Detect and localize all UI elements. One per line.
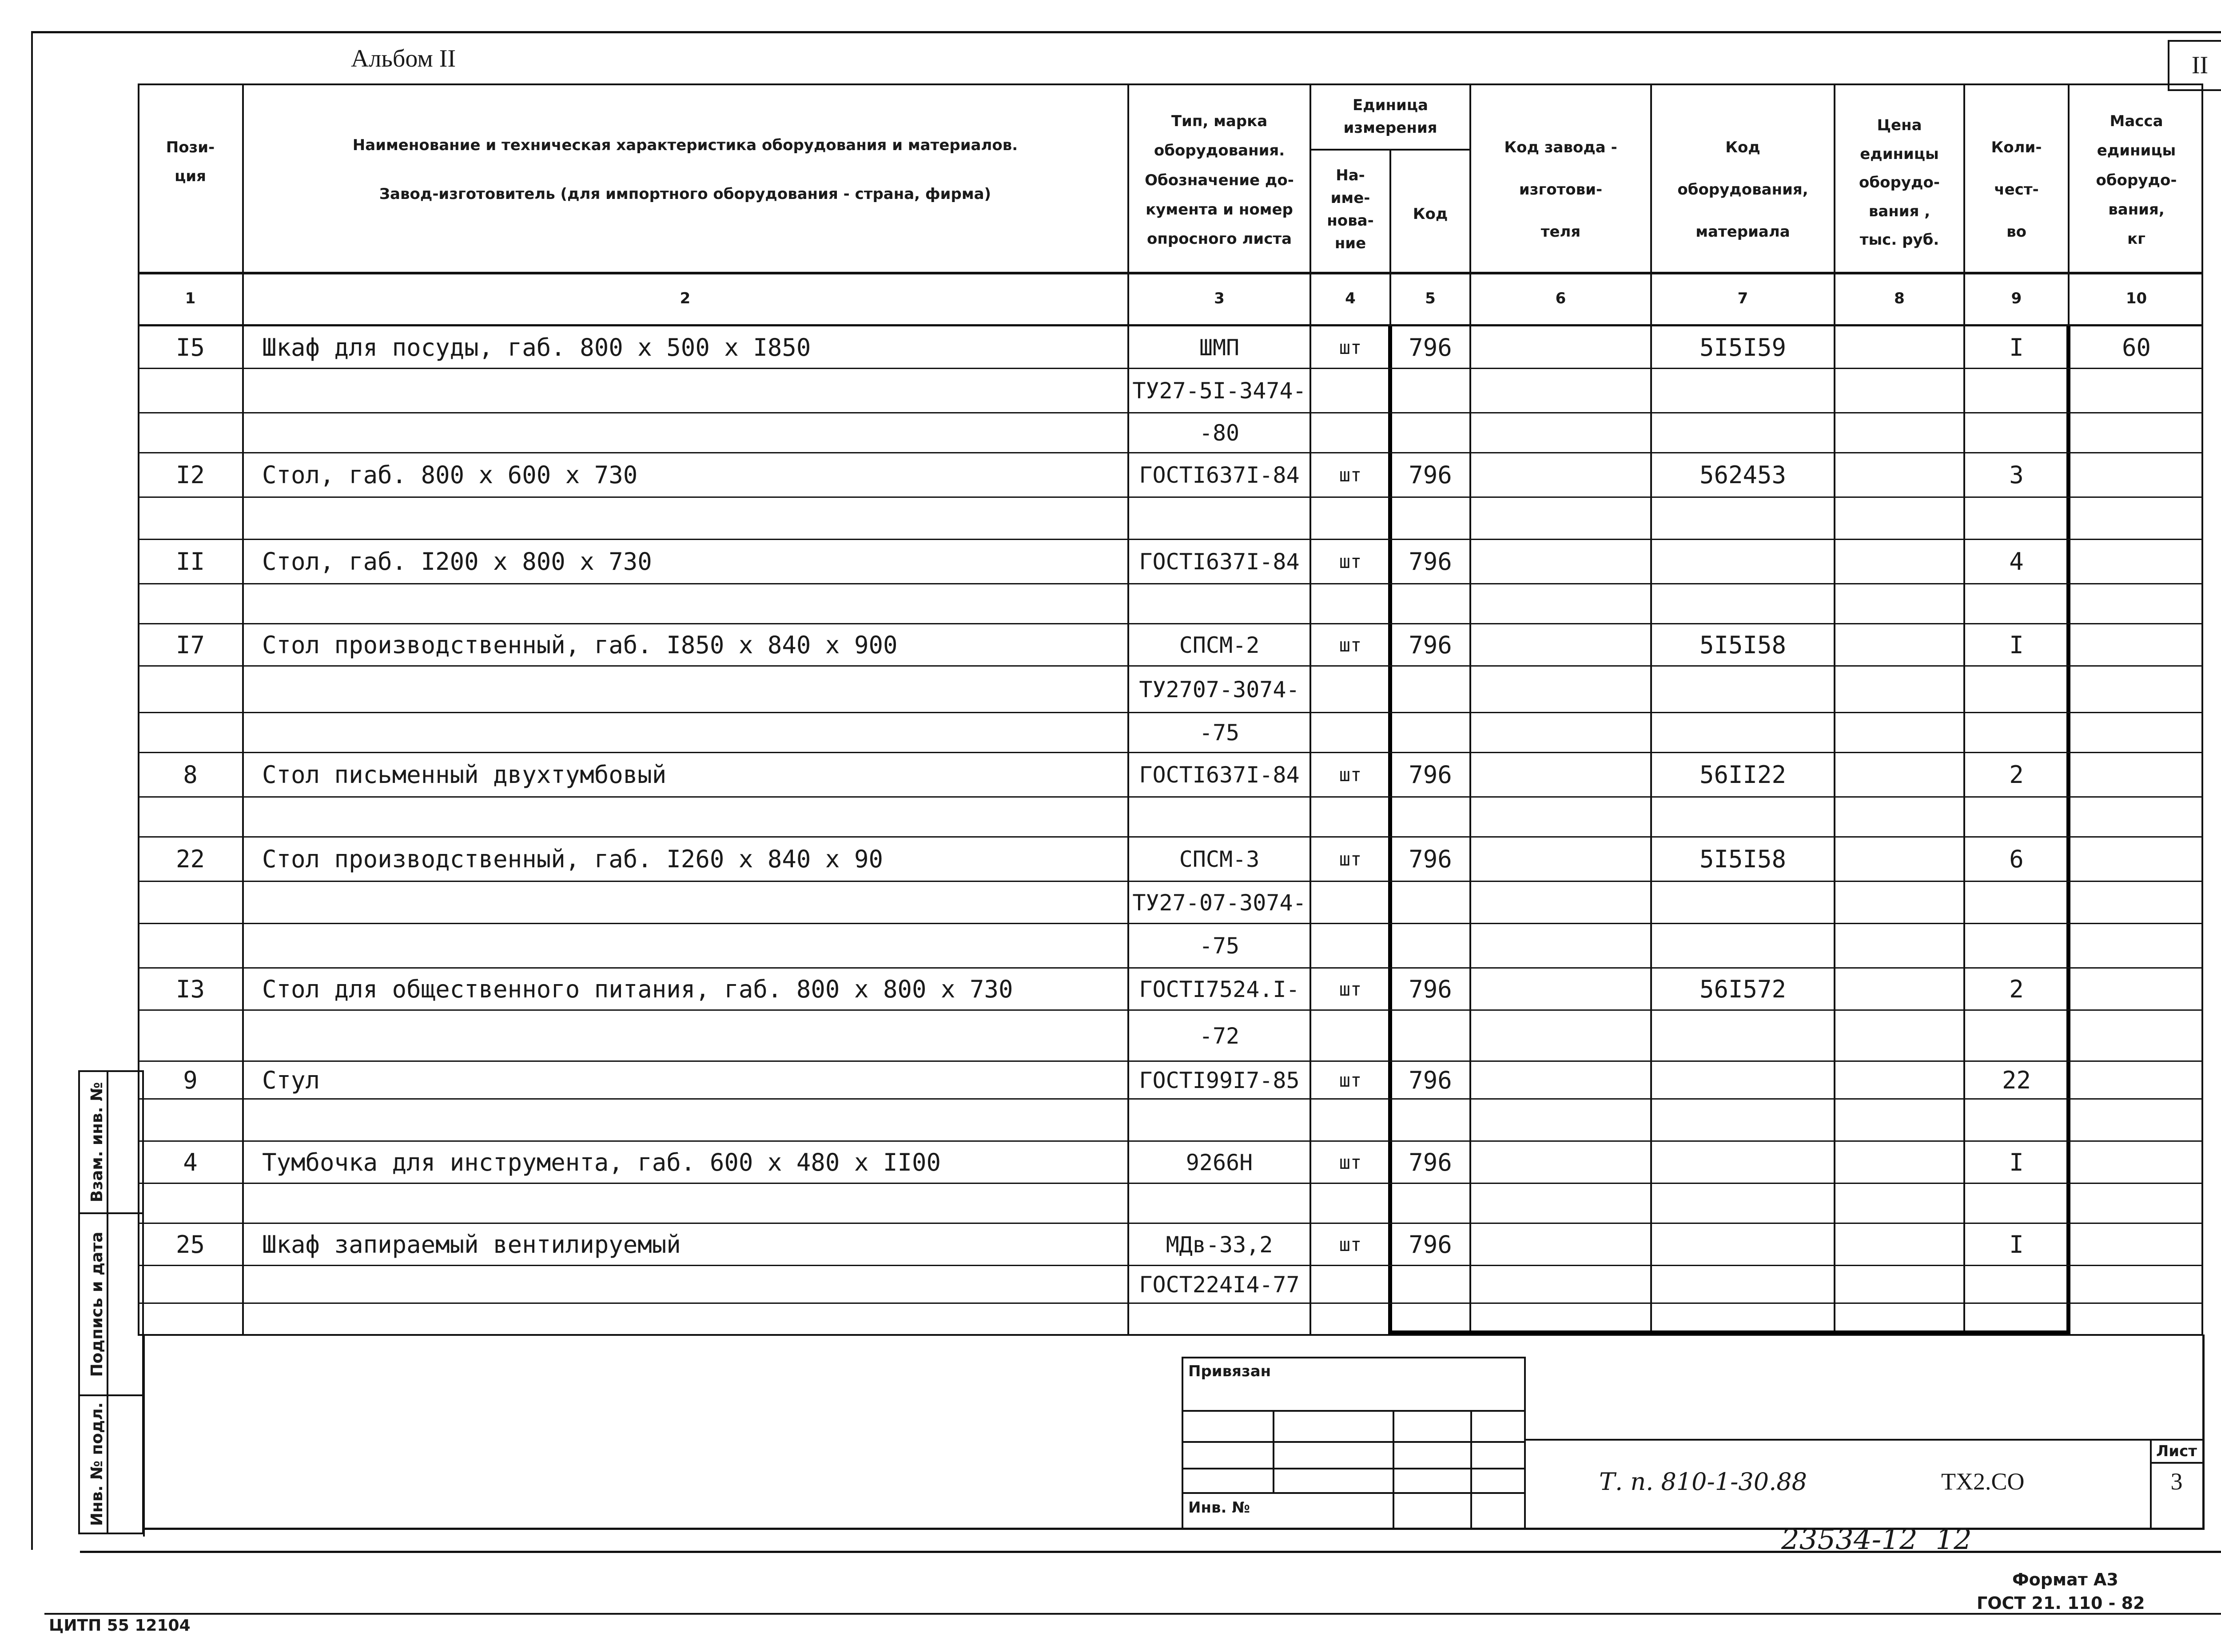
col-number-9: 9 [2011, 290, 2022, 307]
privyazan-grid-v2 [1393, 1410, 1394, 1530]
header-qty: Коли- чест- во [1991, 139, 2042, 241]
sheet-box-sep [2150, 1462, 2203, 1464]
table-cell-name: Тумбочка для инструмента, габ. 600 х 480 х II00 [262, 1148, 941, 1176]
table-row-line [138, 1009, 2203, 1011]
bottom-area-left [143, 1334, 145, 1537]
format-label: Формат А3 [2012, 1570, 2118, 1589]
table-row-line [138, 967, 2203, 969]
table-row-line [138, 796, 2203, 798]
footer-line [44, 1613, 2221, 1615]
privyazan-label: Привязан [1188, 1362, 1271, 1380]
table-cell-mass: 60 [2121, 333, 2151, 361]
table-cell-name: Стол производственный, габ. I850 х 840 х 900 [262, 631, 898, 659]
table-cell-unit: шт [1339, 1233, 1362, 1255]
table-cell-type: -75 [1199, 933, 1240, 959]
table-row-line [138, 368, 2203, 369]
col-sep-3 [1310, 83, 1311, 1336]
frame-top [31, 31, 2221, 33]
table-cell-qty: I [2009, 631, 2024, 659]
table-cell-code: 796 [1409, 1230, 1452, 1259]
col-sep-8 [1963, 83, 1965, 1336]
table-row-line [138, 1223, 2203, 1224]
table-cell-code: 796 [1409, 1066, 1452, 1094]
header-pos: Пози- ция [166, 139, 215, 185]
title-block-top [1526, 1439, 2203, 1441]
table-cell-unit: шт [1339, 336, 1362, 358]
header-unit: Единица измерения [1343, 96, 1437, 137]
table-cell-qty: 4 [2009, 548, 2024, 576]
header-unit-name: На- име- нова- ние [1327, 167, 1374, 252]
table-row-line [138, 836, 2203, 838]
table-cell-type: ГОСТI7524.I- [1139, 976, 1300, 1002]
table-cell-name: Шкаф для посуды, габ. 800 х 500 х I850 [262, 333, 811, 361]
col-number-7: 7 [1737, 290, 1748, 307]
table-cell-type: ТУ27-5I-3474- [1132, 378, 1306, 404]
table-cell-type: ГОСТI637I-84 [1139, 462, 1300, 488]
table-row-line [138, 1183, 2203, 1184]
col-number-3: 3 [1214, 290, 1225, 307]
table-cell-type: ТУ2707-3074- [1139, 676, 1300, 703]
table-row-line [138, 923, 2203, 924]
table-cell-type: -75 [1199, 720, 1240, 746]
header-name-line2: Завод-изготовитель (для импортного оборудования - страна, фирма) [379, 185, 991, 203]
col-number-4: 4 [1345, 290, 1356, 307]
privyazan-row-line [1182, 1410, 1526, 1412]
privyazan-grid-h2 [1182, 1468, 1526, 1469]
table-row-line [138, 1098, 2203, 1100]
table-cell-name: Стол письменный двухтумбовый [262, 761, 667, 789]
privyazan-grid-v1 [1273, 1410, 1274, 1492]
table-row-line [138, 752, 2203, 753]
table-row-line [138, 665, 2203, 667]
table-cell-pos: I3 [175, 975, 205, 1003]
header-name-line1: Наименование и техническая характеристика оборудования и материалов. [352, 136, 1018, 154]
table-cell-code: 796 [1409, 461, 1452, 489]
thick-box-bottom [1388, 1330, 2070, 1334]
col-number-8: 8 [1894, 290, 1905, 307]
col-number-2: 2 [680, 290, 691, 307]
table-cell-qty: 3 [2009, 461, 2024, 489]
table-cell-code: 796 [1409, 631, 1452, 659]
table-cell-type: ГОСТI637I-84 [1139, 549, 1300, 575]
header-equip-code: Код оборудования, материала [1677, 139, 1808, 241]
table-cell-equip: 562453 [1699, 461, 1787, 489]
table-cell-equip: 56I572 [1699, 975, 1787, 1003]
table-cell-unit: шт [1339, 551, 1362, 572]
table-cell-name: Стол, габ. 800 х 600 х 730 [262, 461, 638, 489]
table-cell-pos: 9 [183, 1066, 198, 1094]
table-cell-name: Стол, габ. I200 х 800 х 730 [262, 548, 652, 576]
col-sep-2 [1127, 83, 1129, 1336]
header-mass: Масса единицы оборудо- вания, кг [2096, 112, 2177, 248]
table-row-line [138, 452, 2203, 453]
side-stamp-vzam: Взам. инв. № [88, 1082, 106, 1203]
table-cell-code: 796 [1409, 1148, 1452, 1176]
col-sep-6 [1650, 83, 1652, 1336]
table-cell-name: Стол для общественного питания, габ. 800 х 800 х 730 [262, 975, 1013, 1003]
table-cell-code: 796 [1409, 548, 1452, 576]
table-cell-qty: I [2009, 333, 2024, 361]
sheet-label: Лист [2156, 1442, 2197, 1460]
table-cell-code: 796 [1409, 975, 1452, 1003]
header-type: Тип, марка оборудования. Обозначение до- кумента и номер опросного листа [1145, 112, 1294, 248]
table-cell-code: 796 [1409, 333, 1452, 361]
col-number-6: 6 [1555, 290, 1566, 307]
project-code: Т. п. 810-1-30.88 [1599, 1468, 1807, 1496]
table-cell-qty: 22 [2002, 1066, 2031, 1094]
table-cell-type: -72 [1199, 1023, 1240, 1049]
frame-left [31, 31, 33, 1550]
table-cell-equip: 5I5I58 [1699, 845, 1787, 873]
header-bottom-line [138, 272, 2203, 274]
bottom-area-right [2202, 1334, 2205, 1530]
privyazan-grid-h3 [1182, 1492, 1526, 1494]
table-cell-unit: шт [1339, 978, 1362, 1000]
table-cell-name: Стул [262, 1066, 320, 1094]
table-cell-type: -80 [1199, 420, 1240, 446]
sheet-number: 3 [2170, 1468, 2183, 1495]
footer-left-code: ЦИТП 55 12104 [49, 1616, 191, 1635]
table-cell-name: Стол производственный, габ. I260 х 840 х 90 [262, 845, 883, 873]
table-cell-type: ГОСТI99I7-85 [1139, 1067, 1300, 1093]
table-row-line [138, 412, 2203, 413]
table-cell-type: СПСМ-2 [1179, 632, 1260, 658]
table-cell-type: ГОСТI637I-84 [1139, 762, 1300, 788]
table-cell-type: ТУ27-07-3074- [1132, 890, 1306, 916]
table-cell-unit: шт [1339, 848, 1362, 870]
album-label: Альбом II [351, 45, 456, 72]
header-factory: Код завода - изготови- теля [1504, 139, 1617, 241]
header-unit-code: Код [1413, 205, 1448, 223]
table-cell-type: МДв-33,2 [1166, 1231, 1273, 1258]
table-row-line [138, 881, 2203, 882]
privyazan-grid-h1 [1182, 1441, 1526, 1443]
table-cell-pos: 8 [183, 761, 198, 789]
table-row-line [138, 1303, 2203, 1304]
table-row-line [138, 712, 2203, 713]
table-cell-qty: I [2009, 1230, 2024, 1259]
table-cell-pos: 4 [183, 1148, 198, 1176]
table-row-line [138, 1265, 2203, 1266]
table-row-line [138, 1140, 2203, 1142]
table-cell-unit: шт [1339, 634, 1362, 656]
table-cell-qty: 6 [2009, 845, 2024, 873]
table-cell-pos: 22 [175, 845, 205, 873]
col-number-1: 1 [185, 290, 196, 307]
number-row-bottom-line [138, 324, 2203, 326]
table-cell-qty: I [2009, 1148, 2024, 1176]
table-cell-qty: 2 [2009, 975, 2024, 1003]
spec-table-border [138, 83, 2203, 1336]
table-cell-pos: II [175, 548, 205, 576]
table-cell-equip: 5I5I58 [1699, 631, 1787, 659]
table-cell-type: ШМП [1199, 334, 1240, 361]
col-sep-7 [1834, 83, 1835, 1336]
corner-page-number: II [2191, 52, 2209, 79]
table-cell-equip: 5I5I59 [1699, 333, 1787, 361]
table-row-line [138, 496, 2203, 498]
table-cell-unit: шт [1339, 1151, 1362, 1173]
col-sep-1 [242, 83, 244, 1336]
table-cell-code: 796 [1409, 845, 1452, 873]
table-cell-code: 796 [1409, 761, 1452, 789]
table-cell-unit: шт [1339, 1069, 1362, 1091]
header-price: Цена единицы оборудо- вания , тыс. руб. [1859, 116, 1940, 249]
document-code: ТХ2.СО [1941, 1468, 2025, 1495]
col-sep-5 [1469, 83, 1471, 1336]
table-cell-pos: 25 [175, 1230, 205, 1259]
table-row-line [138, 583, 2203, 584]
table-cell-unit: шт [1339, 464, 1362, 486]
table-cell-pos: I7 [175, 631, 205, 659]
table-cell-type: 9266Н [1186, 1149, 1253, 1175]
table-cell-type: СПСМ-3 [1179, 846, 1260, 872]
col-number-5: 5 [1425, 290, 1436, 307]
table-cell-pos: I5 [175, 333, 205, 361]
side-stamp-podpis: Подпись и дата [88, 1231, 106, 1377]
table-cell-unit: шт [1339, 764, 1362, 786]
col-number-10: 10 [2125, 290, 2147, 307]
table-row-line [138, 539, 2203, 540]
inv-no-label: Инв. № [1188, 1499, 1250, 1517]
gost-label: ГОСТ 21. 110 - 82 [1977, 1593, 2145, 1613]
archive-number: 23534-12 12 [1781, 1523, 1972, 1556]
table-row-line [138, 623, 2203, 624]
table-cell-equip: 56II22 [1699, 761, 1787, 789]
privyazan-grid-v3 [1470, 1410, 1472, 1530]
table-cell-qty: 2 [2009, 761, 2024, 789]
table-row-line [138, 1060, 2203, 1062]
table-cell-name: Шкаф запираемый вентилируемый [262, 1230, 681, 1259]
table-cell-pos: I2 [175, 461, 205, 489]
table-cell-type: ГОСТ224I4-77 [1139, 1271, 1300, 1298]
side-stamp-inv: Инв. № подл. [88, 1402, 106, 1526]
